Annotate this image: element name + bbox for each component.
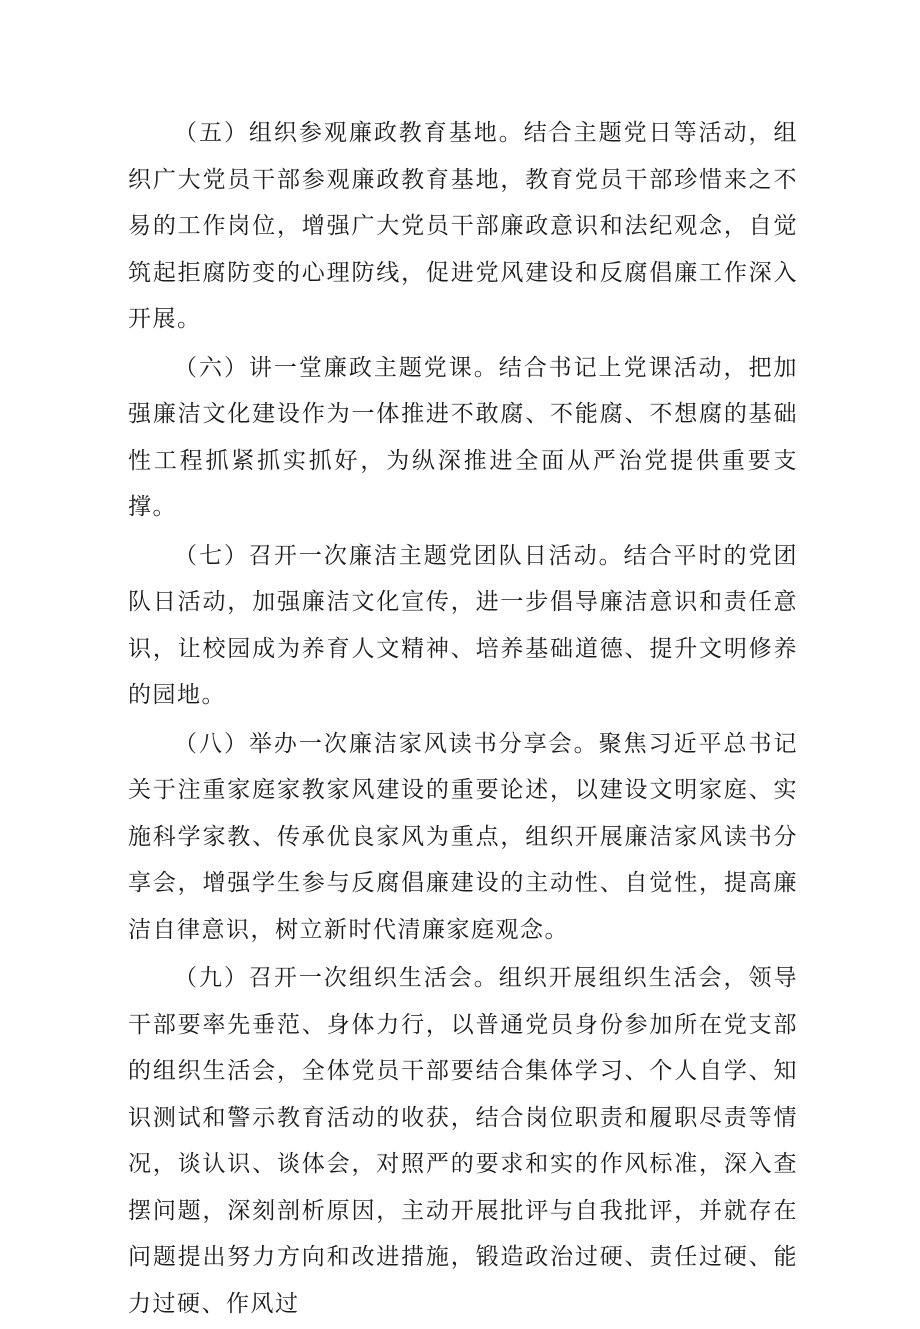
paragraph-item-5: （五）组织参观廉政教育基地。结合主题党日等活动，组织广大党员干部参观廉政教育基地，教育党员干部珍惜来之不易的工作岗位，增强广大党员干部廉政意识和法纪观念，自觉筑起拒腐防变的心理防线，促进党风建设和反腐倡廉工作深入开展。 — [128, 120, 798, 332]
paragraph-item-9: （九）召开一次组织生活会。组织开展组织生活会，领导干部要率先垂范、身体力行，以普通党员身份参加所在党支部的组织生活会，全体党员干部要结合集体学习、个人自学、知识测试和警示教育活动的收获，结合岗位职责和履职尽责等情况，谈认识、谈体会，对照严的要求和实的作风标准，深入查摆问题，深刻剖析原因，主动开展批评与自我批评，并就存在问题提出努力方向和改进措施，锻造政治过硬、责任过硬、能力过硬、作风过 — [128, 965, 798, 1317]
paragraph-item-8: （八）举办一次廉洁家风读书分享会。聚焦习近平总书记关于注重家庭家教家风建设的重要论述，以建设文明家庭、实施科学家教、传承优良家风为重点，组织开展廉洁家风读书分享会，增强学生参与反腐倡廉建设的主动性、自觉性，提高廉洁自律意识，树立新时代清廉家庭观念。 — [128, 730, 798, 943]
paragraph-item-7: （七）召开一次廉洁主题党团队日活动。结合平时的党团队日活动，加强廉洁文化宣传，进一步倡导廉洁意识和责任意识，让校园成为养育人文精神、培养基础道德、提升文明修养的园地。 — [128, 542, 798, 708]
document-body — [128, 110, 798, 1329]
paragraph-item-6: （六）讲一堂廉政主题党课。结合书记上党课活动，把加强廉洁文化建设作为一体推进不敢腐、不能腐、不想腐的基础性工程抓紧抓实抓好，为纵深推进全面从严治党提供重要支撑。 — [128, 354, 798, 520]
